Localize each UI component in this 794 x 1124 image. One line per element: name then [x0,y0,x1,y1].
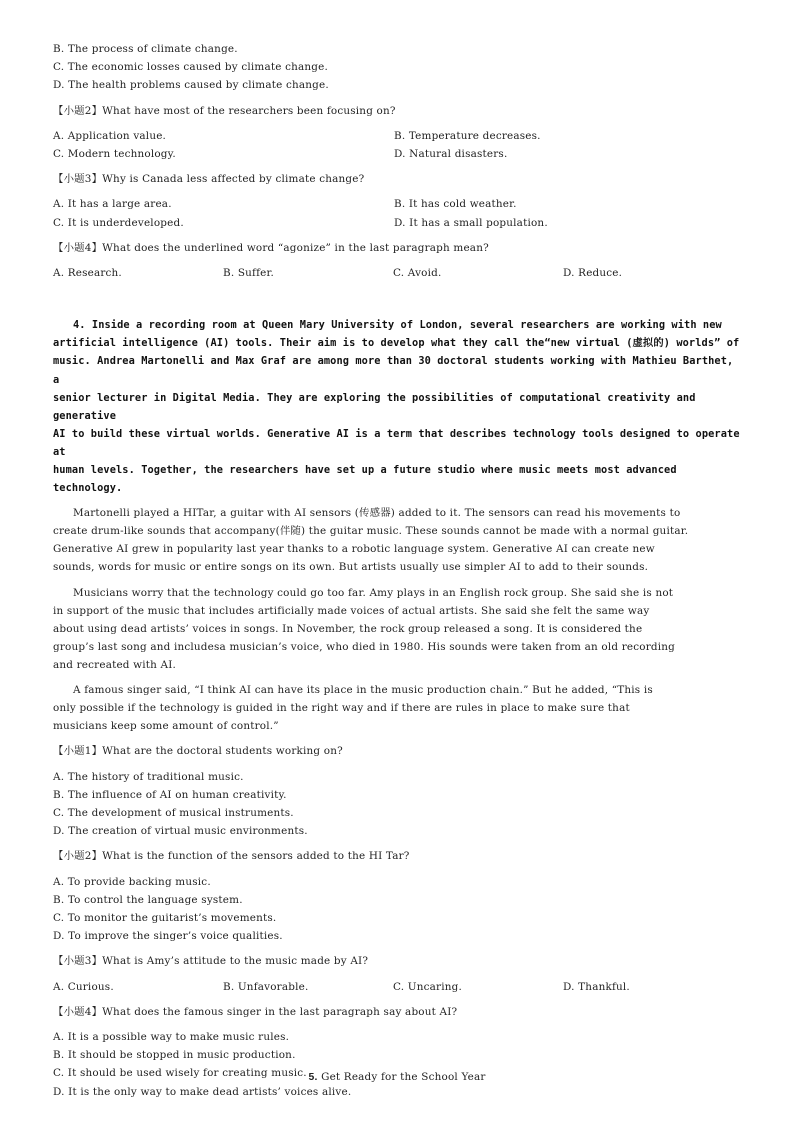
s4-q1-stem: 【小题1】What are the doctoral students working on? [53,745,343,758]
passage-line: sounds, words for music or entire songs on its own. But artists usually use simpler AI to add to their sounds. [53,561,649,574]
passage-line: AI to build these virtual worlds. Generative AI is a term that describes technology tools designed to operate at [53,427,740,458]
option: B. It has cold weather. [394,198,517,211]
s3-q2-options-row2 [53,145,743,163]
passage-line: and recreated with AI. [53,658,177,671]
passage-line: group’s last song and includesa musician’s voice, who died in 1980. His sounds were taken from an old recording [53,640,675,653]
option: C. Modern technology. [53,148,176,161]
option: D. It has a small population. [394,216,548,229]
s4-paragraph-3 [53,681,743,735]
option: D. Reduce. [563,267,623,280]
option: A. It has a large area. [53,198,172,211]
section-5-heading [0,1068,794,1087]
s3-q3-options-row2 [53,214,743,232]
option: C. The economic losses caused by climate change. [53,61,328,74]
option: C. To monitor the guitarist’s movements. [53,911,277,924]
option: B. Unfavorable. [223,980,309,993]
option: D. It is the only way to make dead artists’ voices alive. [53,1085,352,1098]
option: B. It should be stopped in music production. [53,1049,296,1062]
option: A. It is a possible way to make music rules. [53,1030,290,1043]
option: D. Thankful. [563,980,630,993]
s4-q1-options [53,768,743,841]
section-title: Get Ready for the School Year [321,1071,486,1083]
s4-q2-options [53,873,743,946]
s4-q4-stem: 【小题4】What does the famous singer in the last paragraph say about AI? [53,1005,458,1018]
option: B. The process of climate change. [53,43,238,55]
passage-line: Martonelli played a HITar, a guitar with AI sensors (传感器) added to it. The sensors can read his movements to [73,507,681,520]
option: A. Application value. [53,129,167,142]
s3-q2-stem: 【小题2】What have most of the researchers been focusing on? [53,104,396,117]
passage-line: musicians keep some amount of control.” [53,720,279,733]
s3-q1-options [53,40,743,95]
passage-line: only possible if the technology is guided in the right way and if there are rules in place to make sure that [53,702,630,715]
passage-line: create drum-like sounds that accompany(伴随) the guitar music. These sounds cannot be made with a normal guitar. [53,525,689,538]
option: C. Avoid. [393,267,442,280]
option: A. Research. [53,267,122,280]
option: C. The development of musical instruments. [53,806,294,819]
passage-line: human levels. Together, the researchers have set up a future studio where music meets most advanced technology. [53,463,677,495]
passage-line: senior lecturer in Digital Media. They are exploring the possibilities of computational creativity and generative [53,391,696,422]
option: C. It should be used wisely for creating music. [53,1067,307,1080]
s4-paragraph-1 [53,504,743,576]
option: B. The influence of AI on human creativity. [53,788,287,801]
s3-q4-options [53,264,743,282]
option: C. It is underdeveloped. [53,216,184,229]
option: C. Uncaring. [393,980,462,993]
document-page [53,40,743,1101]
passage-line: Generative AI grew in popularity last year thanks to a robotic language system. Generative AI can create new [53,543,655,556]
passage-line: about using dead artists’ voices in songs. In November, the rock group released a song. It is considered the [53,622,643,635]
option: B. Temperature decreases. [394,129,541,142]
s3-q4-stem: 【小题4】What does the underlined word “agonize” in the last paragraph mean? [53,241,489,254]
passage-line: music. Andrea Martonelli and Max Graf are among more than 30 doctoral students working with Mathieu Barthet, a [53,355,734,386]
s3-q3-stem: 【小题3】Why is Canada less affected by climate change? [53,173,365,186]
option: D. To improve the singer’s voice qualities. [53,930,283,943]
option: A. Curious. [53,980,114,993]
s4-intro-paragraph [53,316,743,497]
option: B. Suffer. [223,267,275,280]
option: D. The creation of virtual music environments. [53,825,308,838]
passage-line: artificial intelligence (AI) tools. Their aim is to develop what they call the“new virtual (虚拟的) worlds” of [53,337,740,350]
passage-line: 4. Inside a recording room at Queen Mary University of London, several researchers are working with new [73,319,722,332]
s4-q2-stem: 【小题2】What is the function of the sensors added to the HI Tar? [53,850,410,863]
passage-line: in support of the music that includes artificially made voices of actual artists. She said she felt the same way [53,604,650,617]
passage-line: A famous singer said, “I think AI can have its place in the music production chain.” But he added, “This is [73,684,653,697]
s4-q3-stem: 【小题3】What is Amy’s attitude to the music made by AI? [53,955,369,968]
option: D. Natural disasters. [394,148,508,161]
option: B. To control the language system. [53,893,243,906]
option: D. The health problems caused by climate change. [53,79,329,92]
s4-q4-options [53,1028,743,1101]
s4-q3-options [53,978,743,996]
option: A. The history of traditional music. [53,770,244,783]
section-number: 5. [308,1072,318,1083]
s3-q3-options-row1 [53,195,743,213]
passage-line: Musicians worry that the technology could go too far. Amy plays in an English rock group. She said she is not [73,586,674,599]
option: A. To provide backing music. [53,875,211,888]
s4-paragraph-2 [53,584,743,674]
s3-q2-options-row1 [53,127,743,145]
